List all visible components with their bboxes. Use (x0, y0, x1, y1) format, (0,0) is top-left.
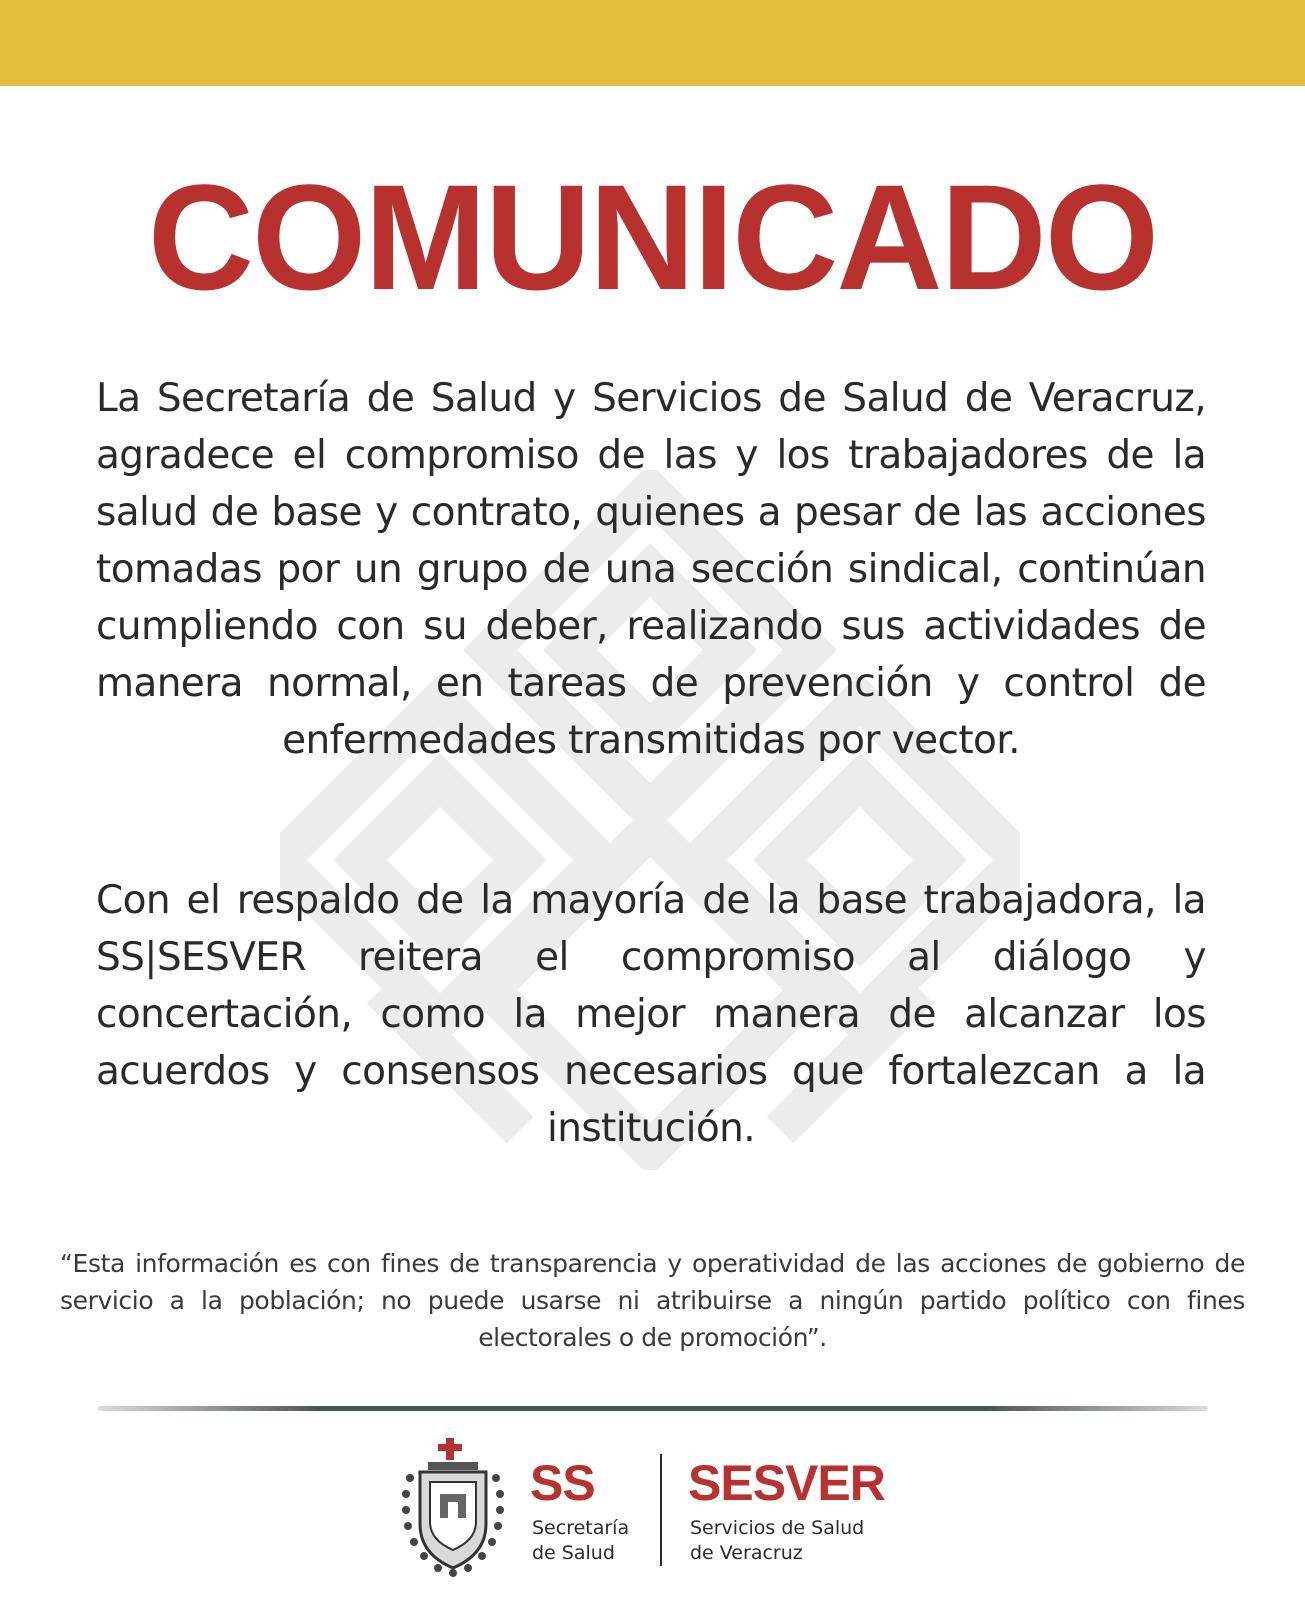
ss-subtitle (532, 1516, 629, 1566)
top-color-bar (0, 0, 1305, 86)
ss-subtitle-line-2: de Salud (532, 1542, 615, 1564)
sesver-subtitle-line-1: Servicios de Salud (690, 1517, 865, 1539)
sesver-subtitle-line-2: de Veracruz (690, 1542, 803, 1564)
paragraph-1: La Secretaría de Salud y Servicios de Salud de Veracruz, agradece el compromiso de las y los trabajadores de la salud de base y contrato, quienes a pesar de las acciones tomadas por un grupo de una sección sindical, continúan cumpliendo con su deber, realizando sus actividades de manera normal, en tareas de prevención y control de enfermedades transmitidas por vector. (96, 376, 1206, 763)
veracruz-coat-of-arms-icon (398, 1438, 508, 1578)
ss-logo-text: SS (530, 1455, 595, 1511)
disclaimer-text: “Esta información es con fines de transparencia y operatividad de las acciones de gobierno de servicio a la población; no puede usarse ni atribuirse a ningún partido político con fines electorales o de promoción”. (60, 1249, 1245, 1352)
logo-separator (660, 1454, 662, 1566)
ss-subtitle-line-1: Secretaría (532, 1517, 630, 1539)
page-title: COMUNICADO (147, 153, 1158, 321)
footer-logo (398, 1438, 923, 1578)
paragraph-2: Con el respaldo de la mayoría de la base trabajadora, la SS|SESVER reitera el compromiso al diálogo y concertación, como la mejor manera de alcanzar los acuerdos y consensos necesarios que fortalezcan a la institución. (96, 878, 1206, 1151)
sesver-subtitle (690, 1516, 864, 1566)
footer-divider (98, 1406, 1208, 1411)
sesver-logo-text: SESVER (688, 1455, 885, 1511)
